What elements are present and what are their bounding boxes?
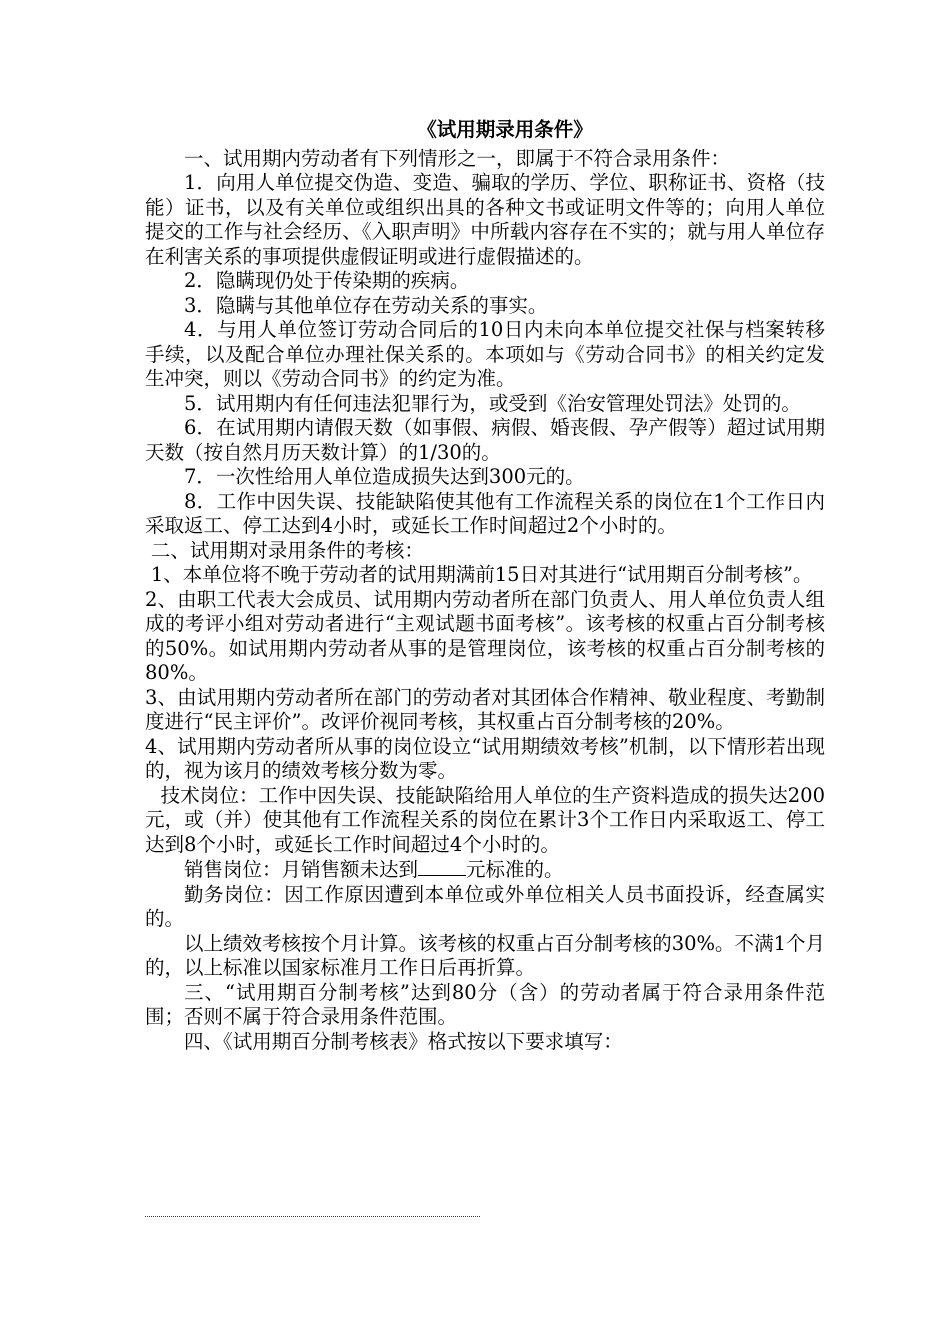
section-1-item-1: 1．向用人单位提交伪造、变造、骗取的学历、学位、职称证书、资格（技能）证书，以及有关单位或组织出具的各种文书或证明文件等的；向用人单位提交的工作与社会经历、《入职声明》中所载内容存在不实的；就与用人单位存在利害关系的事项提供虚假证明或进行虚假描述的。 xyxy=(145,171,825,268)
sales-position-rule xyxy=(145,857,825,883)
performance-summary: 以上绩效考核按个月计算。该考核的权重占百分制考核的30%。不满1个月的，以上标准以国家标准月工作日后再折算。 xyxy=(145,931,825,979)
section-2-item-2: 2、由职工代表大会成员、试用期内劳动者所在部门负责人、用人单位负责人组成的考评小组对劳动者进行“主观试题书面考核”。该考核的权重占百分制考核的50%。如试用期内劳动者从事的是管理岗位，该考核的权重占百分制考核的80%。 xyxy=(145,587,825,684)
section-1-item-2: 2．隐瞒现仍处于传染期的疾病。 xyxy=(184,269,470,292)
section-1-item-5: 5．试用期内有任何违法犯罪行为，或受到《治安管理处罚法》处罚的。 xyxy=(184,391,801,415)
section-4: 四、《试用期百分制考核表》格式按以下要求填写： xyxy=(184,1029,623,1053)
section-1-item-3: 3．隐瞒与其他单位存在劳动关系的事实。 xyxy=(184,293,548,317)
section-1-item-4: 4．与用人单位签订劳动合同后的10日内未向本单位提交社保与档案转移手续，以及配合单位办理社保关系的。本项如与《劳动合同书》的相关约定发生冲突，则以《劳动合同书》的约定为准。 xyxy=(145,318,825,390)
section-1-heading: 一、试用期内劳动者有下列情形之一，即属于不符合录用条件： xyxy=(184,146,731,170)
service-position-rule: 勤务岗位：因工作原因遭到本单位或外单位相关人员书面投诉，经查属实的。 xyxy=(145,882,825,930)
sales-rule-text-after: 元标准的。 xyxy=(466,858,564,881)
section-3: 三、“试用期百分制考核”达到80分（含）的劳动者属于符合录用条件范围；否则不属于符合录用条件范围。 xyxy=(145,980,825,1028)
section-2-heading: 二、试用期对录用条件的考核： xyxy=(150,538,424,562)
section-1-item-7: 7．一次性给用人单位造成损失达到300元的。 xyxy=(184,465,585,488)
section-1-item-6: 6．在试用期内请假天数（如事假、病假、婚丧假、孕产假等）超过试用期天数（按自然月历天数计算）的1/30的。 xyxy=(145,416,825,464)
document-title: 《试用期录用条件》 xyxy=(417,118,593,141)
sales-rule-text-before: 销售岗位：月销售额未达到 xyxy=(184,858,419,881)
section-2-item-1: 1、本单位将不晚于劳动者的试用期满前15日对其进行“试用期百分制考核”。 xyxy=(150,563,813,586)
section-1-item-8: 8．工作中因失误、技能缺陷使其他有工作流程关系的岗位在1个工作日内采取返工、停工达到4小时，或延长工作时间超过2个小时的。 xyxy=(145,489,825,537)
footer-dotted-rule xyxy=(145,1216,480,1217)
sales-target-blank xyxy=(418,857,466,876)
section-2-item-4: 4、试用期内劳动者所从事的岗位设立“试用期绩效考核”机制，以下情形若出现的，视为该月的绩效考核分数为零。 xyxy=(145,734,825,782)
document-page xyxy=(145,118,825,1054)
tech-position-rule: 技术岗位：工作中因失误、技能缺陷给用人单位的生产资料造成的损失达200元，或（并）使其他有工作流程关系的岗位在累计3个工作日内采取返工、停工达到8个小时，或延长工作时间超过4个小时的。 xyxy=(145,783,825,856)
section-2-item-3: 3、由试用期内劳动者所在部门的劳动者对其团体合作精神、敬业程度、考勤制度进行“民主评价”。改评价视同考核，其权重占百分制考核的20%。 xyxy=(145,685,825,733)
